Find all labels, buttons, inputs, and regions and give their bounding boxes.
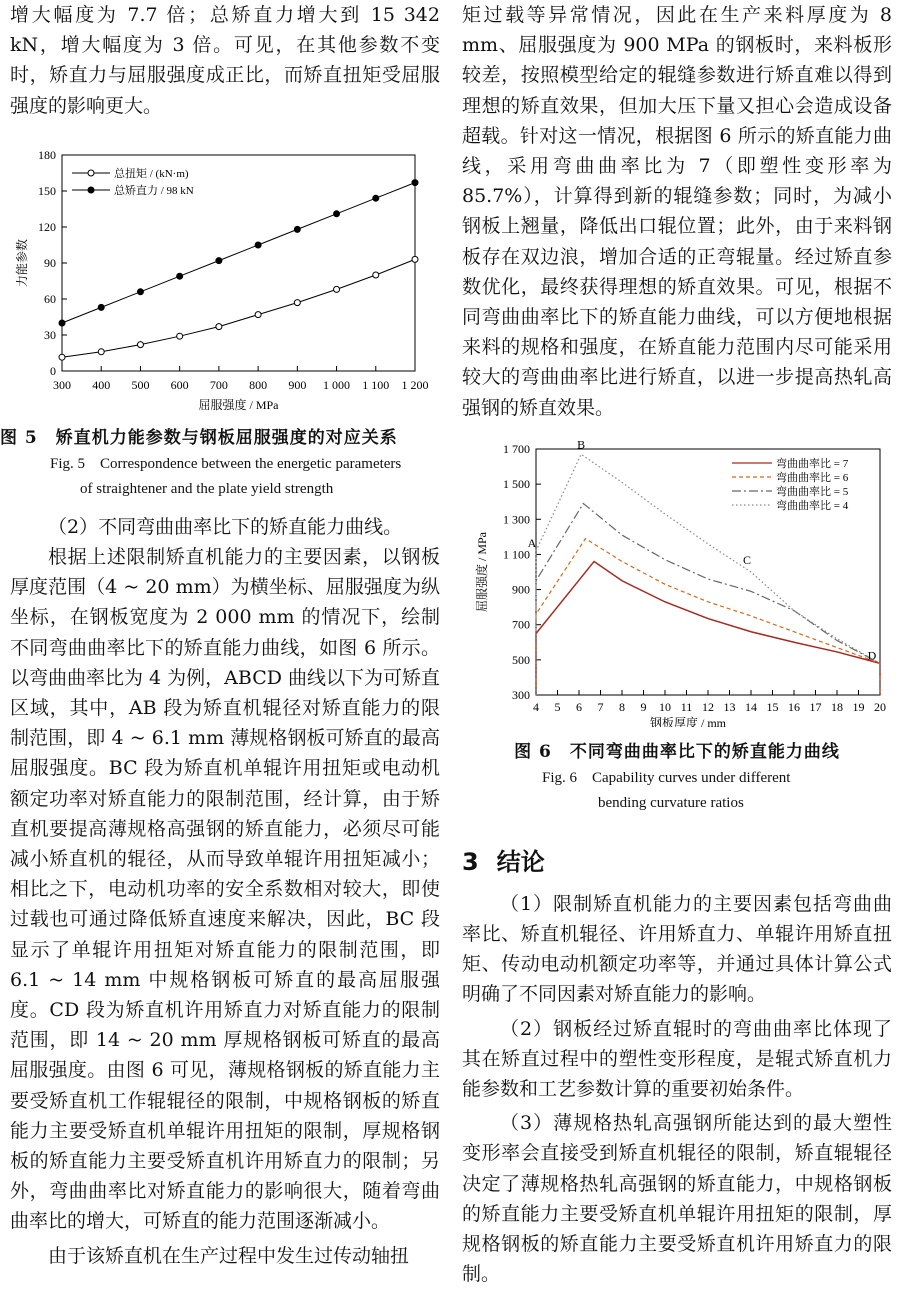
data-point: [373, 195, 379, 201]
figure-caption-zh: 图 5 矫直机力能参数与钢板屈服强度的对应关系: [0, 427, 398, 448]
x-tick-label: 13: [723, 699, 736, 714]
section-number: 3: [462, 847, 479, 876]
data-point: [59, 354, 65, 360]
y-tick-label: 0: [50, 363, 56, 378]
x-tick-label: 700: [209, 377, 228, 392]
y-tick-label: 1 500: [503, 476, 530, 491]
y-tick-label: 1 300: [503, 512, 530, 527]
legend-entry: 弯曲曲率比 = 6: [776, 471, 849, 484]
series-line: [536, 538, 880, 694]
data-point: [216, 257, 222, 263]
y-tick-label: 120: [38, 219, 56, 234]
figure-caption-zh: 图 6 不同弯曲曲率比下的矫直能力曲线: [514, 741, 840, 762]
paragraph: （1）限制矫直机能力的主要因素包括弯曲曲率比、矫直机辊径、许用矫直力、单辊许用矫直扭矩、传动电动机额定功率等，并通过具体计算公式明确了不同因素对矫直能力的影响。: [462, 892, 892, 1006]
series-line: [536, 561, 880, 695]
x-tick-label: 5: [554, 699, 561, 714]
caption-line: Fig. 6 Capability curves under different: [542, 769, 791, 786]
legend-marker: [88, 170, 94, 176]
x-tick-label: 300: [53, 377, 71, 392]
y-tick-label: 900: [512, 582, 530, 597]
figure-5: [0, 143, 440, 502]
x-tick-label: 900: [288, 377, 307, 392]
curve-point-label: A: [527, 535, 537, 550]
chart-fig6: [462, 441, 892, 727]
paragraph: （3）薄规格热轧高强钢所能达到的最大塑性变形率会直接受到矫直机辊径的限制，矫直辊辊径决定了薄规格热轧高强钢的矫直能力，中规格钢板的矫直能力主要受矫直机单辊许用扭矩的限制，厚规格钢板的矫直能力主要受矫直机许用矫直力的限制。: [462, 1112, 892, 1286]
x-tick-label: 8: [619, 699, 625, 714]
y-tick-label: 60: [44, 291, 56, 306]
paragraph: 根据上述限制矫直机能力的主要因素，以钢板厚度范围（4 ~ 20 mm）为横坐标、屈服强度为纵坐标，在钢板宽度为 2 000 mm 的情况下，绘制不同弯曲曲率比下的矫直能力曲线，如图 6 所示。以弯曲曲率比为 4 为例，ABCD 曲线以下为可矫直区域，其中，AB 段为矫直机辊径对矫直能力的限制范围，即 4 ~ 6.1 mm 薄规格钢板可矫直的最高屈服强度。BC 段为矫直机单辊许用扭矩或电动机额定功率对矫直能力的限制范围，经计算，由于矫直机要提高薄规格高强钢的矫直能力，必须尽可能减小矫直机的辊径，从而导致单辊许用扭矩减小；相比之下，电动机功率的安全系数相对较大，即使过载也可通过降低矫直速度来解决，因此，BC 段显示了单辊许用扭矩对矫直能力的限制范围，即 6.1 ~ 14 mm 中规格钢板可矫直的最高屈服强度。CD 段为矫直机许用矫直力对矫直能力的限制范围，即 14 ~ 20 mm 厚规格钢板可矫直的最高屈服强度。由图 6 可见，薄规格钢板的矫直能力主要受矫直机工作辊辊径的限制，中规格钢板的矫直能力主要受矫直机单辊许用扭矩的限制，厚规格钢板的矫直能力主要受矫直机许用矫直力的限制；另外，弯曲曲率比对矫直能力的影响很大，随着弯曲曲率比的增大，可矫直的能力范围逐渐减小。: [10, 546, 441, 1233]
right-column: [462, 0, 892, 1289]
data-point: [137, 341, 143, 347]
x-tick-label: 16: [788, 699, 800, 714]
chart-fig5: [10, 143, 440, 415]
data-point: [59, 320, 65, 326]
legend-entry: 弯曲曲率比 = 5: [776, 485, 849, 498]
x-tick-label: 20: [874, 699, 886, 714]
y-tick-label: 700: [512, 617, 530, 632]
x-tick-label: 7: [597, 699, 604, 714]
y-tick-label: 500: [512, 652, 530, 667]
caption-line: of straightener and the plate yield strength: [80, 480, 334, 497]
data-point: [177, 273, 183, 279]
section-title: 结论: [496, 847, 545, 876]
x-tick-label: 800: [249, 377, 268, 392]
y-tick-label: 90: [44, 255, 56, 270]
series-line: [536, 503, 880, 695]
data-point: [177, 333, 183, 339]
x-tick-label: 600: [170, 377, 189, 392]
data-point: [334, 286, 340, 292]
data-point: [137, 289, 143, 295]
x-tick-label: 4: [533, 699, 539, 714]
y-axis-label: 力能参数: [15, 238, 29, 287]
curve-point-label: D: [867, 648, 877, 663]
data-point: [412, 256, 418, 262]
data-point: [98, 304, 104, 310]
x-tick-label: 19: [852, 699, 865, 714]
y-tick-label: 180: [38, 147, 56, 162]
x-tick-label: 6: [576, 699, 582, 714]
x-tick-label: 1 100: [362, 377, 390, 392]
legend-marker: [88, 187, 94, 193]
data-point: [255, 242, 261, 248]
y-axis-label: 屈服强度 / MPa: [475, 531, 489, 612]
curve-point-label: C: [742, 552, 752, 567]
y-tick-label: 150: [38, 183, 56, 198]
x-tick-label: 17: [809, 699, 822, 714]
legend-entry: 弯曲曲率比 = 7: [776, 457, 849, 470]
paragraph: （2）钢板经过矫直辊时的弯曲曲率比体现了其在矫直过程中的塑性变形程度，是辊式矫直机力能参数和工艺参数计算的重要初始条件。: [462, 1017, 892, 1101]
data-point: [334, 211, 340, 217]
figure-caption-en: [10, 452, 440, 502]
x-tick-label: 12: [702, 699, 714, 714]
legend-entry: 总矫直力 / 98 kN: [114, 184, 194, 197]
left-column: [0, 0, 441, 1271]
x-tick-label: 1 200: [401, 377, 429, 392]
series-line: [62, 182, 415, 322]
y-tick-label: 300: [512, 687, 530, 702]
caption-line: bending curvature ratios: [598, 794, 744, 811]
data-point: [98, 349, 104, 355]
curve-point-label: B: [577, 440, 586, 452]
data-point: [294, 299, 300, 305]
caption-line: Fig. 5 Correspondence between the energetic parameters: [50, 455, 402, 472]
paragraph: 矩过载等异常情况，因此在生产来料厚度为 8 mm、屈服强度为 900 MPa 的钢板时，来料板形较差，按照模型给定的辊缝参数进行矫直难以得到理想的矫直效果，但加大压下量又担心会造成设备超载。针对这一情况，根据图 6 所示的矫直能力曲线，采用弯曲曲率比为 7（即塑性变形率为 85.7%），计算得到新的辊缝参数；同时，为减小钢板上翘量，降低出口辊位置；此外，由于来料钢板存在双边浪，增加合适的正弯辊量。经过矫直参数优化，最终获得理想的矫直效果。可见，根据不同弯曲曲率比下的矫直能力曲线，可以方便地根据来料的规格和强度，在矫直能力范围内尽可能采用较大的弯曲曲率比进行矫直，以进一步提高热轧高强钢的矫直效果。: [462, 4, 892, 419]
paragraph: 由于该矫直机在生产过程中发生过传动轴扭: [48, 1244, 410, 1267]
x-tick-label: 400: [92, 377, 111, 392]
x-tick-label: 1 000: [323, 377, 351, 392]
x-axis-label: 屈服强度 / MPa: [198, 397, 279, 412]
legend-entry: 总扭矩 / (kN·m): [114, 167, 189, 180]
paragraph-heading: （2）不同弯曲曲率比下的矫直能力曲线。: [48, 515, 403, 538]
x-tick-label: 500: [131, 377, 150, 392]
paragraph: 增大幅度为 7.7 倍；总矫直力增大到 15 342 kN，增大幅度为 3 倍。可见，在其他参数不变时，矫直力与屈服强度成正比，而矫直扭矩受屈服强度的影响更大。: [10, 4, 440, 117]
y-tick-label: 1 700: [503, 441, 530, 456]
data-point: [412, 179, 418, 185]
x-tick-label: 14: [745, 699, 757, 714]
data-point: [294, 226, 300, 232]
data-point: [216, 323, 222, 329]
y-tick-label: 1 100: [503, 547, 530, 562]
section-heading: [462, 842, 892, 877]
x-axis-label: 钢板厚度 / mm: [649, 715, 727, 727]
data-point: [255, 311, 261, 317]
x-tick-label: 15: [766, 699, 779, 714]
figure-caption-en: [462, 766, 892, 816]
data-point: [373, 272, 379, 278]
figure-6: [462, 441, 892, 816]
x-tick-label: 10: [659, 699, 671, 714]
x-tick-label: 18: [831, 699, 843, 714]
x-tick-label: 11: [680, 699, 693, 714]
series-line: [62, 259, 415, 357]
legend-entry: 弯曲曲率比 = 4: [776, 499, 849, 512]
y-tick-label: 30: [44, 327, 56, 342]
x-tick-label: 9: [640, 699, 647, 714]
